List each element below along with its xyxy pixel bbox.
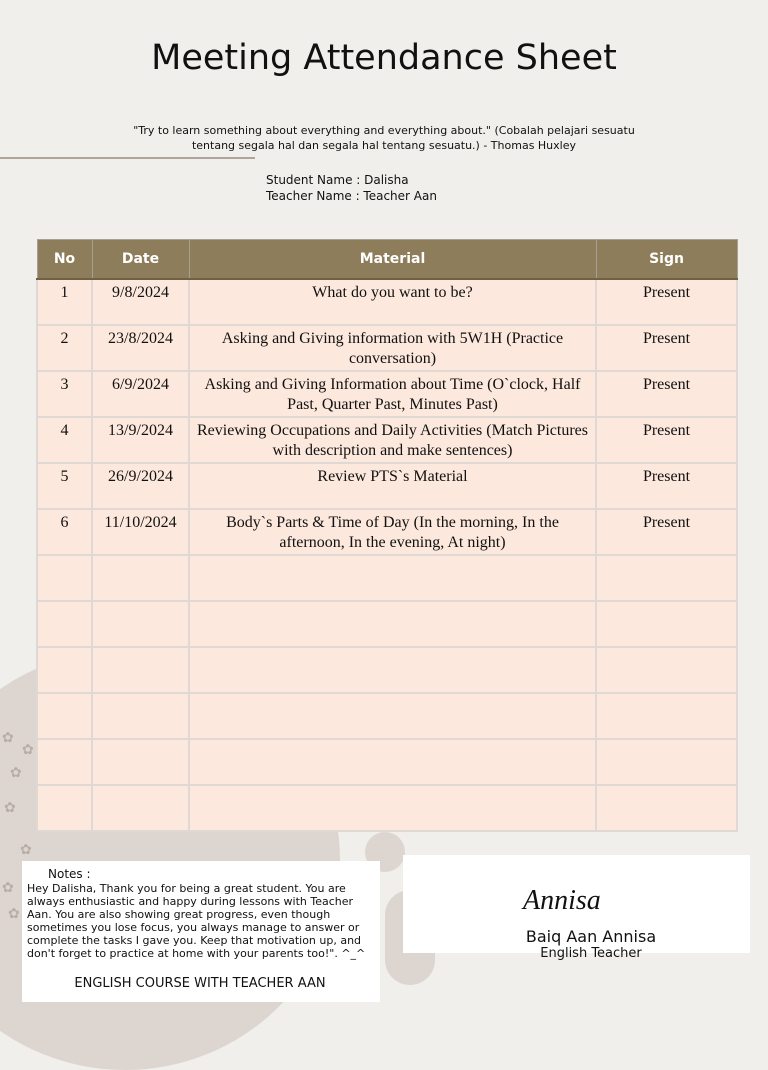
table-row <box>37 555 737 601</box>
cell-material <box>189 601 596 647</box>
notes-text: Hey Dalisha, Thank you for being a great student. You are always enthusiastic and happy during lessons with Teacher Aan. You are also showing great progress, even though sometimes you lose focus, you always manage to answer or complete the tasks I gave you. Keep that motivation up, and don't forget to practice at home with your parents too!". ^_^ <box>27 882 366 960</box>
cell-no: 3 <box>37 371 92 417</box>
cell-material: Reviewing Occupations and Daily Activities (Match Pictures with description and make sentences) <box>189 417 596 463</box>
divider <box>0 157 255 159</box>
table-row <box>37 785 737 831</box>
cell-no <box>37 785 92 831</box>
cell-material <box>189 555 596 601</box>
table-row <box>37 647 737 693</box>
table-row <box>37 279 737 325</box>
cell-sign: Present <box>596 371 737 417</box>
flower-icon: ✿ <box>10 765 22 781</box>
cell-no: 2 <box>37 325 92 371</box>
cell-sign: Present <box>596 417 737 463</box>
notes-title: Notes : <box>48 867 91 881</box>
cell-sign <box>596 693 737 739</box>
table-header-row <box>37 240 737 280</box>
column-header-date: Date <box>92 240 189 280</box>
flower-icon: ✿ <box>4 800 16 816</box>
cell-no: 4 <box>37 417 92 463</box>
column-header-sign: Sign <box>596 240 737 280</box>
cell-date: 11/10/2024 <box>92 509 189 555</box>
signature: Annisa <box>523 885 601 916</box>
participant-info <box>266 172 437 204</box>
table-row <box>37 417 737 463</box>
cell-no: 1 <box>37 279 92 325</box>
cell-sign: Present <box>596 279 737 325</box>
teacher-signature-name: Baiq Aan Annisa <box>525 927 657 946</box>
cell-material <box>189 785 596 831</box>
cell-date <box>92 555 189 601</box>
signature-box <box>403 855 750 961</box>
flower-icon: ✿ <box>2 730 14 746</box>
cell-material <box>189 693 596 739</box>
table-row <box>37 463 737 509</box>
cell-sign <box>596 785 737 831</box>
cell-no <box>37 601 92 647</box>
cell-sign <box>596 555 737 601</box>
cell-no: 6 <box>37 509 92 555</box>
cell-date: 13/9/2024 <box>92 417 189 463</box>
cell-sign <box>596 647 737 693</box>
flower-icon: ✿ <box>20 842 32 858</box>
table-row <box>37 739 737 785</box>
cell-sign <box>596 601 737 647</box>
cell-material: Asking and Giving information with 5W1H (Practice conversation) <box>189 325 596 371</box>
table-row <box>37 509 737 555</box>
student-name: Student Name : Dalisha <box>266 173 409 187</box>
cell-sign: Present <box>596 325 737 371</box>
cell-date: 26/9/2024 <box>92 463 189 509</box>
table-row <box>37 371 737 417</box>
cell-material: Asking and Giving Information about Time (O`clock, Half Past, Quarter Past, Minutes Past) <box>189 371 596 417</box>
cell-date <box>92 785 189 831</box>
cell-material: Review PTS`s Material <box>189 463 596 509</box>
flower-icon: ✿ <box>2 880 14 896</box>
cell-date <box>92 739 189 785</box>
cell-date <box>92 693 189 739</box>
cell-sign: Present <box>596 463 737 509</box>
quote-text: "Try to learn something about everything and everything about." (Cobalah pelajari sesuatu tentang segala hal dan segala hal tentang sesuatu.) - Thomas Huxley <box>133 124 635 152</box>
notes-box <box>22 861 380 1002</box>
column-header-no: No <box>37 240 92 280</box>
cell-date <box>92 647 189 693</box>
cell-no <box>37 555 92 601</box>
cell-material: What do you want to be? <box>189 279 596 325</box>
cell-material <box>189 739 596 785</box>
cell-no: 5 <box>37 463 92 509</box>
cell-date: 9/8/2024 <box>92 279 189 325</box>
cell-sign <box>596 739 737 785</box>
table-body <box>37 279 737 831</box>
teacher-role: English Teacher <box>540 946 642 961</box>
cell-material <box>189 647 596 693</box>
cell-date: 23/8/2024 <box>92 325 189 371</box>
attendance-table <box>36 239 738 832</box>
cell-no <box>37 647 92 693</box>
cell-date: 6/9/2024 <box>92 371 189 417</box>
table-row <box>37 601 737 647</box>
column-header-material: Material <box>189 240 596 280</box>
flower-icon: ✿ <box>8 906 20 922</box>
flower-icon: ✿ <box>22 742 34 758</box>
cell-no <box>37 739 92 785</box>
cell-date <box>92 601 189 647</box>
table-row <box>37 693 737 739</box>
table-row <box>37 325 737 371</box>
cell-no <box>37 693 92 739</box>
cell-material: Body`s Parts & Time of Day (In the morning, In the afternoon, In the evening, At night) <box>189 509 596 555</box>
course-name: ENGLISH COURSE WITH TEACHER AAN <box>74 976 326 991</box>
page-title: Meeting Attendance Sheet <box>151 38 617 78</box>
cell-sign: Present <box>596 509 737 555</box>
teacher-name: Teacher Name : Teacher Aan <box>266 189 437 203</box>
